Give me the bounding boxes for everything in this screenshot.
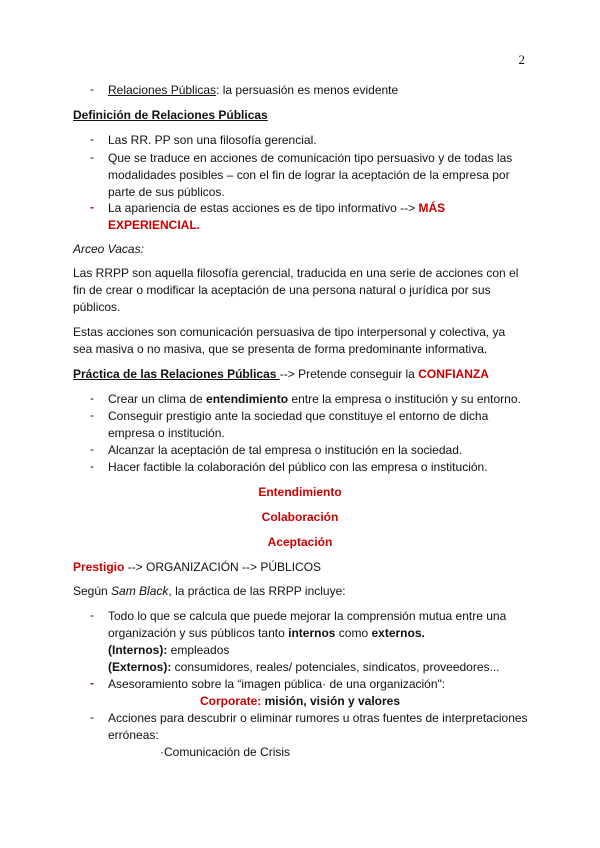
bullet: - (90, 200, 94, 214)
list-item: Asesoramiento sobre la “imagen pública· de una organización": (108, 677, 446, 691)
highlight-text: CONFIANZA (418, 367, 489, 381)
list-item: Acciones para descubrir o eliminar rumores u otras fuentes de interpretaciones erróneas: (108, 711, 528, 742)
bullet: - (90, 710, 94, 724)
bullet: - (90, 459, 94, 473)
list-item: Las RR. PP son una filosofía gerencial. (108, 133, 317, 147)
centered-term: Entendimiento (258, 485, 342, 499)
section-heading-definition: Definición de Relaciones Públicas (73, 108, 268, 122)
list-item (108, 82, 528, 99)
crisis-line: ·Comunicación de Crisis (160, 745, 291, 759)
centered-term: Colaboración (261, 510, 339, 524)
externos-line: (Externos): consumidores, reales/ potenciales, sindicatos, proveedores... (108, 660, 500, 674)
prestigio-line: Prestigio --> ORGANIZACIÓN --> PÚBLICOS (73, 560, 322, 574)
list-item: Todo lo que se calcula que puede mejorar la comprensión mutua entre una organización y sus públicos tanto internos como externos. (108, 609, 507, 640)
list-item: Hacer factible la colaboración del público con las empresa o institución. (108, 460, 488, 474)
sam-black-intro: Según Sam Black, la práctica de las RRPP incluye: (73, 584, 346, 598)
bullet: - (90, 82, 94, 96)
heading-text: Práctica de las Relaciones Públicas (73, 367, 280, 381)
author-label: Arceo Vacas: (73, 242, 144, 256)
bullet: - (90, 442, 94, 456)
bullet: - (90, 408, 94, 422)
corporate-line: Corporate: misión, visión y valores (199, 694, 401, 708)
centered-term: Aceptación (267, 535, 333, 549)
bullet: - (90, 391, 94, 405)
list-item: Alcanzar la aceptación de tal empresa o institución en la sociedad. (108, 443, 463, 457)
bullet: - (90, 150, 94, 164)
list-item: Conseguir prestigio ante la sociedad que constituye el entorno de dicha empresa o institución. (108, 409, 489, 440)
paragraph: Las RRPP son aquella filosofía gerencial, traducida en una serie de acciones con el fin de crear o modificar la aceptación de una persona natural o jurídica por sus públicos. (73, 266, 519, 314)
bullet: - (90, 608, 94, 622)
page-number: 2 (518, 52, 525, 67)
list-item: Crear un clima de entendimiento entre la empresa o institución y su entorno. (108, 392, 521, 406)
highlight-text: MÁS EXPERIENCIAL. (108, 201, 446, 232)
bullet: - (90, 132, 94, 146)
heading-arrow-text: --> Pretende conseguir la (279, 367, 419, 381)
internos-line: (Internos): empleados (108, 643, 230, 657)
section-heading-practica (73, 366, 489, 383)
bullet: - (90, 676, 94, 690)
item-text: : la persuasión es menos evidente (216, 83, 399, 97)
paragraph: Estas acciones son comunicación persuasiva de tipo interpersonal y colectiva, ya sea masiva o no masiva, que se presenta de forma predominante informativa. (73, 325, 506, 356)
item-text: La apariencia de estas acciones es de tipo informativo --> (108, 201, 419, 215)
underlined-term: Relaciones Públicas (108, 83, 217, 97)
list-item: Que se traduce en acciones de comunicación tipo persuasivo y de todas las modalidades posibles – con el fin de lograr la aceptación de la empresa por parte de sus públicos. (108, 151, 513, 199)
list-item (108, 200, 528, 234)
